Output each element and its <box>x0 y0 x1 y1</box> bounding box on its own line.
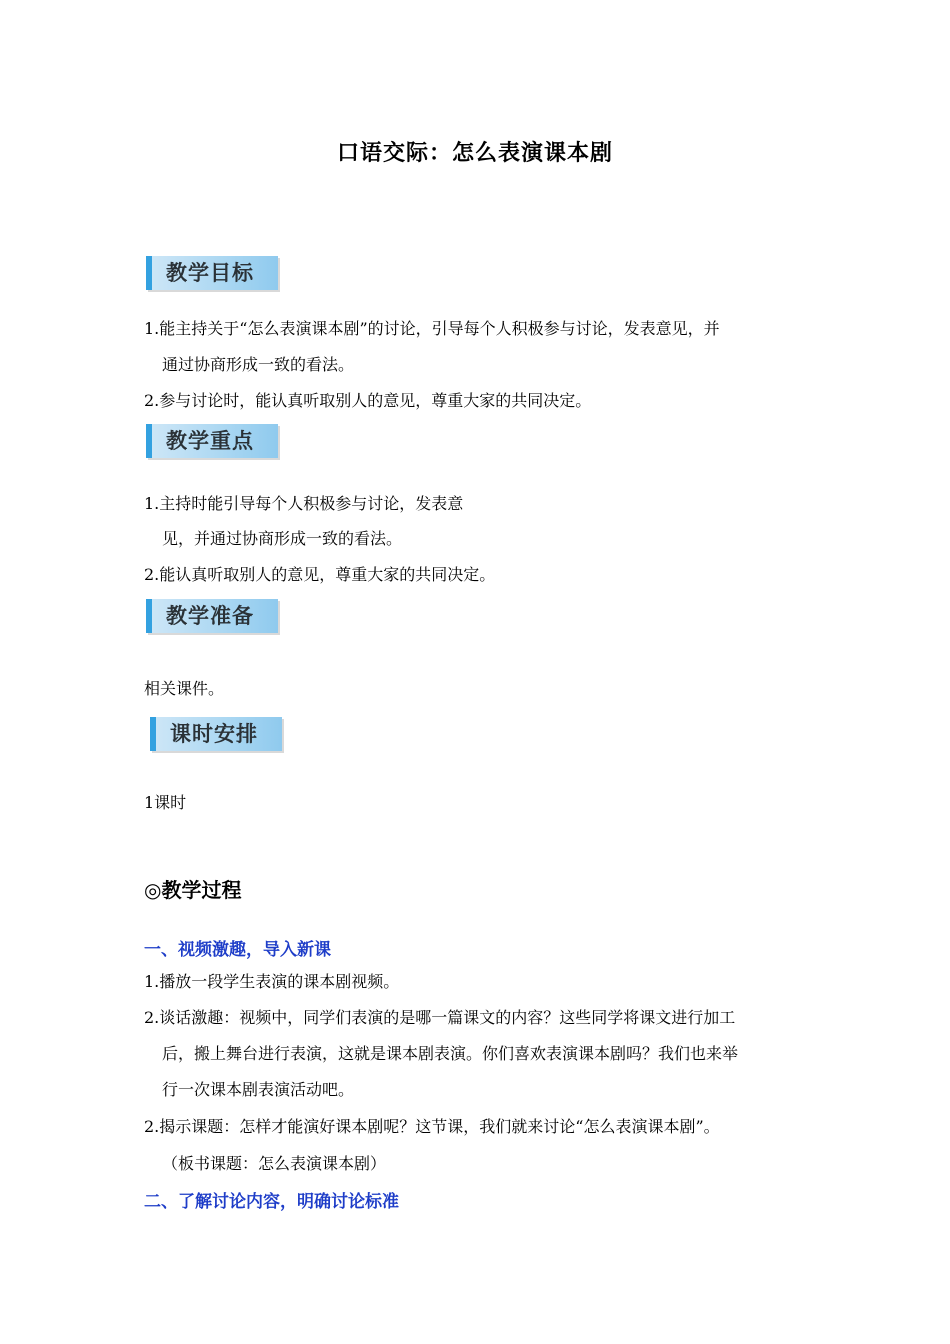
section-1-line: 2.揭示课题：怎样才能演好课本剧呢？这节课，我们就来讨论“怎么表演课本剧”。 <box>144 1117 720 1136</box>
banner-teaching-goals: 教学目标 <box>146 256 278 290</box>
banner-teaching-prep: 教学准备 <box>146 599 278 633</box>
section-1-line: （板书课题：怎么表演课本剧） <box>162 1154 387 1173</box>
focus-line-1: 1.主持时能引导每个人积极参与讨论，发表意 <box>144 494 464 513</box>
goal-line-2: 通过协商形成一致的看法。 <box>162 355 355 374</box>
prep-text: 相关课件。 <box>144 679 225 698</box>
section-1-line: 1.播放一段学生表演的课本剧视频。 <box>144 972 400 991</box>
focus-line-2: 见，并通过协商形成一致的看法。 <box>162 529 403 548</box>
goal-line-1: 1.能主持关于“怎么表演课本剧”的讨论，引导每个人积极参与讨论，发表意见，并 <box>144 319 720 338</box>
page-title: 口语交际：怎么表演课本剧 <box>336 141 613 166</box>
banner-teaching-focus: 教学重点 <box>146 424 278 458</box>
focus-line-3: 2.能认真听取别人的意见，尊重大家的共同决定。 <box>144 565 496 584</box>
section-1-line: 2.谈话激趣：视频中，同学们表演的是哪一篇课文的内容？这些同学将课文进行加工 <box>144 1008 736 1027</box>
process-heading: ◎教学过程 <box>144 878 242 902</box>
section-1-line: 后，搬上舞台进行表演，这就是课本剧表演。你们喜欢表演课本剧吗？我们也来举 <box>162 1044 739 1063</box>
banner-schedule: 课时安排 <box>150 717 282 751</box>
section-1-line: 行一次课本剧表演活动吧。 <box>162 1080 355 1099</box>
section-1-heading: 一、视频激趣，导入新课 <box>144 940 331 960</box>
schedule-text: 1课时 <box>144 793 187 812</box>
goal-line-3: 2.参与讨论时，能认真听取别人的意见，尊重大家的共同决定。 <box>144 391 592 410</box>
section-2-heading: 二、了解讨论内容，明确讨论标准 <box>144 1192 399 1212</box>
